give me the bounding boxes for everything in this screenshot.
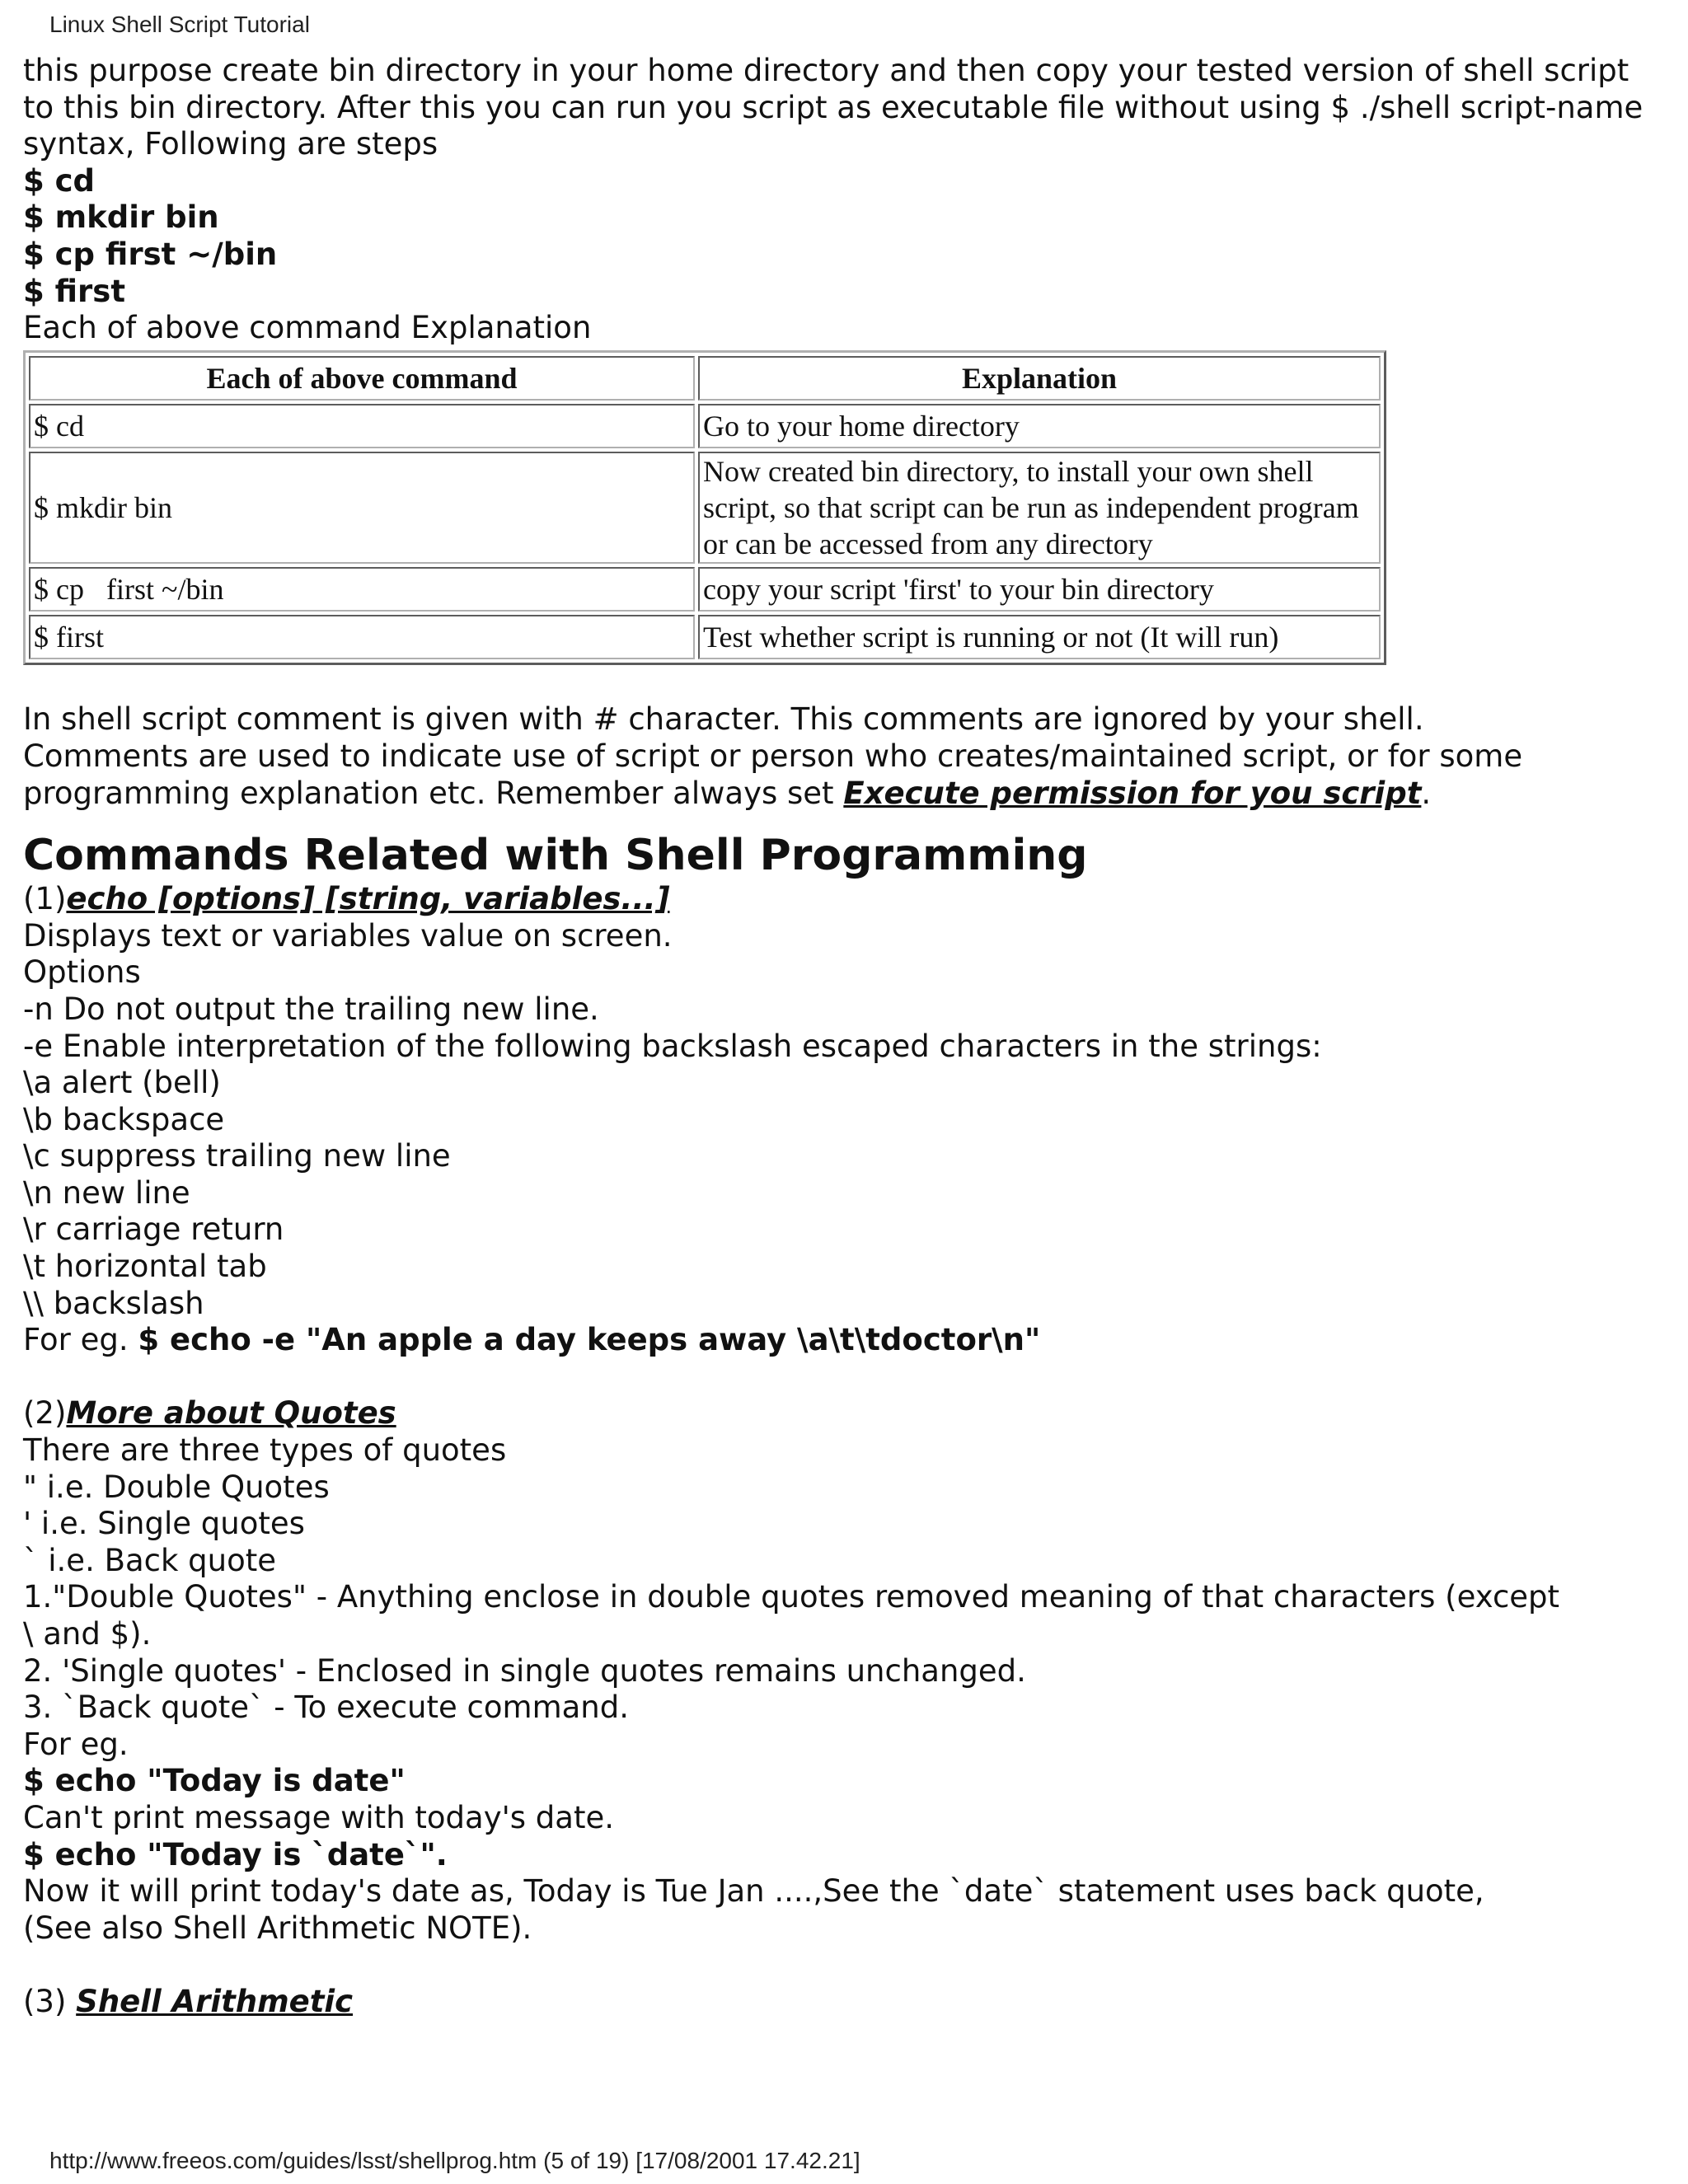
command-first: $ first — [23, 273, 126, 309]
table-cell-command: $ cp first ~/bin — [29, 567, 695, 612]
intro-paragraph: this purpose create bin directory in your home directory and then copy your tested version of shell script to this bin directory. After this you can run you script as executable file without using $ ./shell script-name syntax, Following are steps — [23, 53, 1643, 162]
explanation-intro: Each of above command Explanation — [23, 310, 592, 346]
comments-line-1: In shell script comment is given with # character. This comments are ignored by your shell. — [23, 701, 1424, 738]
quotes-after-command-1: Can't print message with today's date. — [23, 1799, 615, 1835]
spacer — [23, 1947, 1667, 1984]
execute-permission-link[interactable]: Execute permission for you script — [843, 775, 1422, 811]
table-row — [29, 452, 1381, 564]
arithmetic-link[interactable]: Shell Arithmetic — [76, 1983, 354, 2019]
quotes-rule-3: 3. `Back quote` - To execute command. — [23, 1690, 629, 1726]
table-cell-command: $ mkdir bin — [29, 452, 695, 564]
echo-desc: Displays text or variables value on screen. — [23, 917, 673, 954]
command-cp: $ cp first ~/bin — [23, 236, 278, 272]
section-heading: Commands Related with Shell Programming — [23, 831, 1088, 881]
quotes-back: ` i.e. Back quote — [23, 1542, 277, 1578]
quotes-link[interactable]: More about Quotes — [66, 1395, 396, 1432]
table-header-explanation: Explanation — [698, 356, 1381, 401]
echo-example — [23, 1322, 1667, 1359]
escape-newline: \n new line — [23, 1174, 190, 1211]
echo-link[interactable]: echo [options] [string, variables...] — [66, 881, 670, 917]
table-row — [29, 567, 1381, 612]
table-cell-explanation: Go to your home directory — [698, 404, 1381, 448]
quotes-command-1: $ echo "Today is date" — [23, 1763, 406, 1799]
quotes-rule-2: 2. 'Single quotes' - Enclosed in single quotes remains unchanged. — [23, 1652, 1026, 1689]
comments-line-3-suffix: . — [1421, 775, 1432, 811]
echo-options-label: Options — [23, 954, 141, 991]
spacer — [23, 812, 1667, 830]
escape-tab: \t horizontal tab — [23, 1249, 267, 1285]
quotes-rule-1-cont: \ and $). — [23, 1616, 152, 1652]
spacer — [23, 1359, 1667, 1396]
echo-option-e: -e Enable interpretation of the following backslash escaped characters in the strings: — [23, 1028, 1322, 1064]
table-cell-command: $ first — [29, 615, 695, 659]
quotes-single: ' i.e. Single quotes — [23, 1506, 305, 1542]
table-row — [29, 404, 1381, 448]
echo-example-command: $ echo -e "An apple a day keeps away \a\t\tdoctor\n" — [138, 1322, 1041, 1358]
quotes-intro: There are three types of quotes — [23, 1432, 507, 1469]
document-body — [23, 53, 1667, 2021]
quotes-after-command-2-line-1: Now it will print today's date as, Today is Tue Jan ....,See the `date` statement uses back quote, — [23, 1873, 1484, 1910]
escape-backslash: \\ backslash — [23, 1285, 204, 1321]
quotes-command-2: $ echo "Today is `date`". — [23, 1836, 448, 1872]
quotes-after-command-2-line-2: (See also Shell Arithmetic NOTE). — [23, 1910, 532, 1946]
escape-alert: \a alert (bell) — [23, 1065, 221, 1101]
echo-example-prefix: For eg. — [23, 1322, 138, 1358]
command-cd: $ cd — [23, 162, 96, 199]
comments-line-2: Comments are used to indicate use of script or person who creates/maintained script, or for some — [23, 738, 1523, 774]
spacer — [23, 665, 1667, 702]
table-cell-explanation: Test whether script is running or not (It will run) — [698, 615, 1381, 659]
quotes-double: " i.e. Double Quotes — [23, 1469, 330, 1505]
echo-title-line — [23, 881, 1667, 918]
quotes-number: (2) — [23, 1395, 67, 1432]
table-header-command: Each of above command — [29, 356, 695, 401]
echo-number: (1) — [23, 881, 67, 917]
echo-option-n: -n Do not output the trailing new line. — [23, 991, 599, 1027]
page-footer: http://www.freeos.com/guides/lsst/shellprog.htm (5 of 19) [17/08/2001 17.42.21] — [49, 2148, 860, 2173]
table-cell-explanation: Now created bin directory, to install your own shell script, so that script can be run as independent program or can be accessed from any directory — [698, 452, 1381, 564]
quotes-title-line — [23, 1395, 1667, 1432]
table-header-row — [29, 356, 1381, 401]
escape-return: \r carriage return — [23, 1212, 284, 1248]
command-explanation-table — [23, 350, 1386, 665]
escape-backspace: \b backspace — [23, 1101, 225, 1137]
comments-line-3 — [23, 776, 1667, 813]
comments-line-3-prefix: programming explanation etc. Remember always set — [23, 775, 844, 811]
quotes-rule-1: 1."Double Quotes" - Anything enclose in double quotes removed meaning of that characters (except — [23, 1579, 1560, 1615]
arithmetic-number: (3) — [23, 1983, 77, 2019]
quotes-for-eg: For eg. — [23, 1726, 129, 1762]
command-mkdir: $ mkdir bin — [23, 199, 219, 236]
table-cell-explanation: copy your script 'first' to your bin directory — [698, 567, 1381, 612]
table-cell-command: $ cd — [29, 404, 695, 448]
arithmetic-title-line — [23, 1984, 1667, 2021]
page-header: Linux Shell Script Tutorial — [49, 12, 310, 37]
escape-suppress: \c suppress trailing new line — [23, 1138, 451, 1174]
table-row — [29, 615, 1381, 659]
